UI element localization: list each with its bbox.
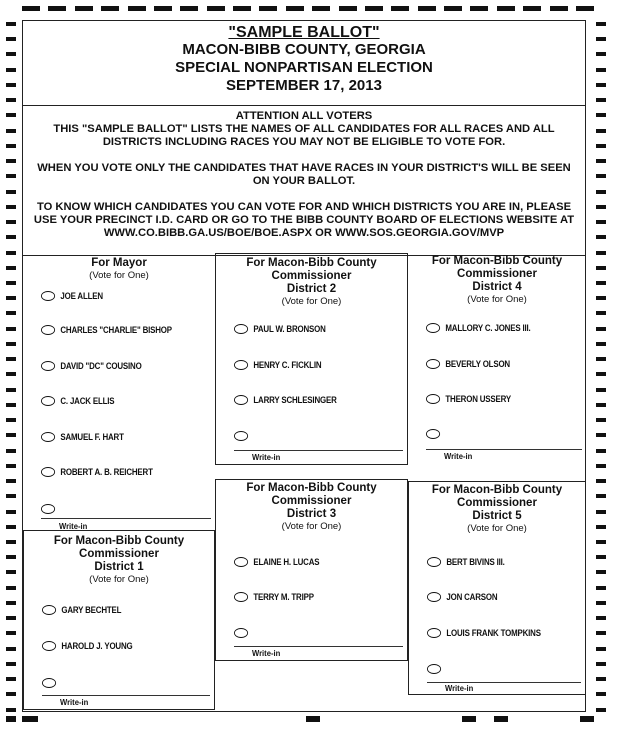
oval-icon[interactable]: [234, 592, 248, 602]
ballot-date: SEPTEMBER 17, 2013: [226, 77, 382, 94]
write-in-line[interactable]: [42, 695, 210, 696]
write-in-line[interactable]: [41, 518, 211, 519]
write-in-label: Write-in: [252, 452, 281, 462]
oval-icon[interactable]: [427, 557, 441, 567]
race-title: For Macon-Bibb County: [246, 257, 377, 269]
write-in-option[interactable]: [427, 662, 446, 676]
candidate-option[interactable]: TERRY M. TRIPP: [234, 590, 314, 604]
oval-icon[interactable]: [426, 359, 440, 369]
oval-icon[interactable]: [234, 557, 248, 567]
race-district-1: [23, 530, 215, 710]
oval-icon[interactable]: [41, 467, 55, 477]
write-in-label: Write-in: [60, 697, 89, 707]
candidate-option[interactable]: SAMUEL F. HART: [41, 430, 124, 444]
oval-icon[interactable]: [42, 605, 56, 615]
oval-icon[interactable]: [41, 361, 55, 371]
notice-para-2: WHEN YOU VOTE ONLY THE CANDIDATES THAT HAVE RACES IN YOUR DISTRICT'S WILL BE SEEN ON YOUR BALLOT.: [37, 162, 571, 187]
oval-icon[interactable]: [41, 432, 55, 442]
oval-icon[interactable]: [42, 678, 56, 688]
oval-icon[interactable]: [41, 291, 55, 301]
race-title: For Mayor: [91, 257, 147, 269]
candidate-option[interactable]: BERT BIVINS III.: [427, 555, 505, 569]
oval-icon[interactable]: [41, 325, 55, 335]
ballot-election: SPECIAL NONPARTISAN ELECTION: [175, 59, 433, 76]
candidate-option[interactable]: ELAINE H. LUCAS: [234, 555, 319, 569]
write-in-label: Write-in: [445, 683, 474, 693]
ballot: [22, 20, 586, 712]
vote-instruction: (Vote for One): [89, 574, 149, 585]
race-title: For Macon-Bibb County: [246, 482, 377, 494]
race-title: Commissioner: [271, 495, 352, 507]
vote-instruction: (Vote for One): [89, 270, 149, 281]
top-timing-marks: [22, 6, 594, 12]
race-title: District 1: [94, 561, 144, 573]
candidate-option[interactable]: HAROLD J. YOUNG: [42, 639, 133, 653]
race-district-2: [215, 253, 408, 465]
right-timing-marks: [596, 22, 606, 712]
oval-icon[interactable]: [426, 429, 440, 439]
left-timing-marks: [6, 22, 16, 712]
ballot-header: [23, 21, 585, 106]
column-left: [23, 255, 215, 713]
candidate-option[interactable]: ROBERT A. B. REICHERT: [41, 465, 153, 479]
candidate-option[interactable]: LARRY SCHLESINGER: [234, 393, 337, 407]
vote-instruction: (Vote for One): [467, 523, 527, 534]
write-in-label: Write-in: [59, 521, 88, 531]
race-title: District 2: [286, 283, 337, 295]
oval-icon[interactable]: [427, 664, 441, 674]
oval-icon[interactable]: [427, 592, 441, 602]
oval-icon[interactable]: [42, 641, 56, 651]
candidate-option[interactable]: PAUL W. BRONSON: [234, 322, 326, 336]
write-in-option[interactable]: [234, 626, 253, 640]
race-title: District 4: [472, 281, 522, 293]
race-mayor: [23, 255, 215, 531]
candidate-option[interactable]: BEVERLY OLSON: [426, 357, 510, 371]
write-in-option[interactable]: [426, 427, 445, 441]
write-in-label: Write-in: [252, 648, 281, 658]
race-title: District 3: [286, 508, 337, 520]
oval-icon[interactable]: [427, 628, 441, 638]
oval-icon[interactable]: [41, 396, 55, 406]
candidate-option[interactable]: DAVID "DC" COUSINO: [41, 359, 142, 373]
notice-attention: ATTENTION ALL VOTERS: [235, 110, 373, 122]
write-in-line[interactable]: [234, 450, 403, 451]
candidate-option[interactable]: JON CARSON: [427, 590, 497, 604]
candidate-option[interactable]: MALLORY C. JONES III.: [426, 321, 531, 335]
vote-instruction: (Vote for One): [281, 521, 342, 532]
race-title: For Macon-Bibb County: [431, 484, 563, 496]
write-in-option[interactable]: [41, 502, 60, 516]
candidate-option[interactable]: CHARLES "CHARLIE" BISHOP: [41, 323, 172, 337]
race-title: District 5: [472, 510, 522, 522]
candidate-option[interactable]: LOUIS FRANK TOMPKINS: [427, 626, 541, 640]
oval-icon[interactable]: [41, 504, 55, 514]
write-in-line[interactable]: [234, 646, 403, 647]
write-in-label: Write-in: [444, 451, 473, 461]
race-title: For Macon-Bibb County: [431, 255, 563, 267]
candidate-option[interactable]: GARY BECHTEL: [42, 603, 121, 617]
race-title: Commissioner: [457, 497, 537, 509]
write-in-option[interactable]: [234, 429, 253, 443]
oval-icon[interactable]: [426, 323, 440, 333]
bottom-timing-marks: [0, 716, 619, 724]
oval-icon[interactable]: [234, 628, 248, 638]
race-district-4: [408, 255, 586, 467]
ballot-title: "SAMPLE BALLOT": [228, 24, 380, 41]
oval-icon[interactable]: [234, 431, 248, 441]
write-in-line[interactable]: [426, 449, 582, 450]
race-title: Commissioner: [457, 268, 537, 280]
race-title: Commissioner: [271, 270, 352, 282]
candidate-option[interactable]: HENRY C. FICKLIN: [234, 358, 321, 372]
candidate-option[interactable]: THERON USSERY: [426, 392, 511, 406]
race-title: For Macon-Bibb County: [53, 535, 185, 547]
vote-instruction: (Vote for One): [467, 294, 527, 305]
vote-instruction: (Vote for One): [281, 296, 342, 307]
oval-icon[interactable]: [234, 395, 248, 405]
oval-icon[interactable]: [234, 324, 248, 334]
race-district-5: [408, 481, 586, 695]
race-title: Commissioner: [79, 548, 159, 560]
oval-icon[interactable]: [426, 394, 440, 404]
ballot-county: MACON-BIBB COUNTY, GEORGIA: [182, 41, 426, 58]
candidate-option[interactable]: JOE ALLEN: [41, 289, 103, 303]
candidate-option[interactable]: C. JACK ELLIS: [41, 394, 114, 408]
race-district-3: [215, 479, 408, 661]
notice-para-1: THIS "SAMPLE BALLOT" LISTS THE NAMES OF ALL CANDIDATES FOR ALL RACES AND ALL DISTRICTS INCLUDING RACES YOU MAY NOT BE ELIGIBLE TO VOTE FOR.: [53, 123, 555, 148]
write-in-option[interactable]: [42, 676, 61, 690]
notice-para-3: TO KNOW WHICH CANDIDATES YOU CAN VOTE FOR AND WHICH DISTRICTS YOU ARE IN, PLEASE USE YOUR PRECINCT I.D. CARD OR GO TO THE BIBB COUNTY BOARD OF ELECTIONS WEBSITE AT WWW.CO.BIBB.GA.US/BOE/BOE.ASPX OR WWW.SOS.GEORGIA.GOV/MVP: [33, 201, 575, 239]
voter-notice: [23, 105, 585, 256]
oval-icon[interactable]: [234, 360, 248, 370]
